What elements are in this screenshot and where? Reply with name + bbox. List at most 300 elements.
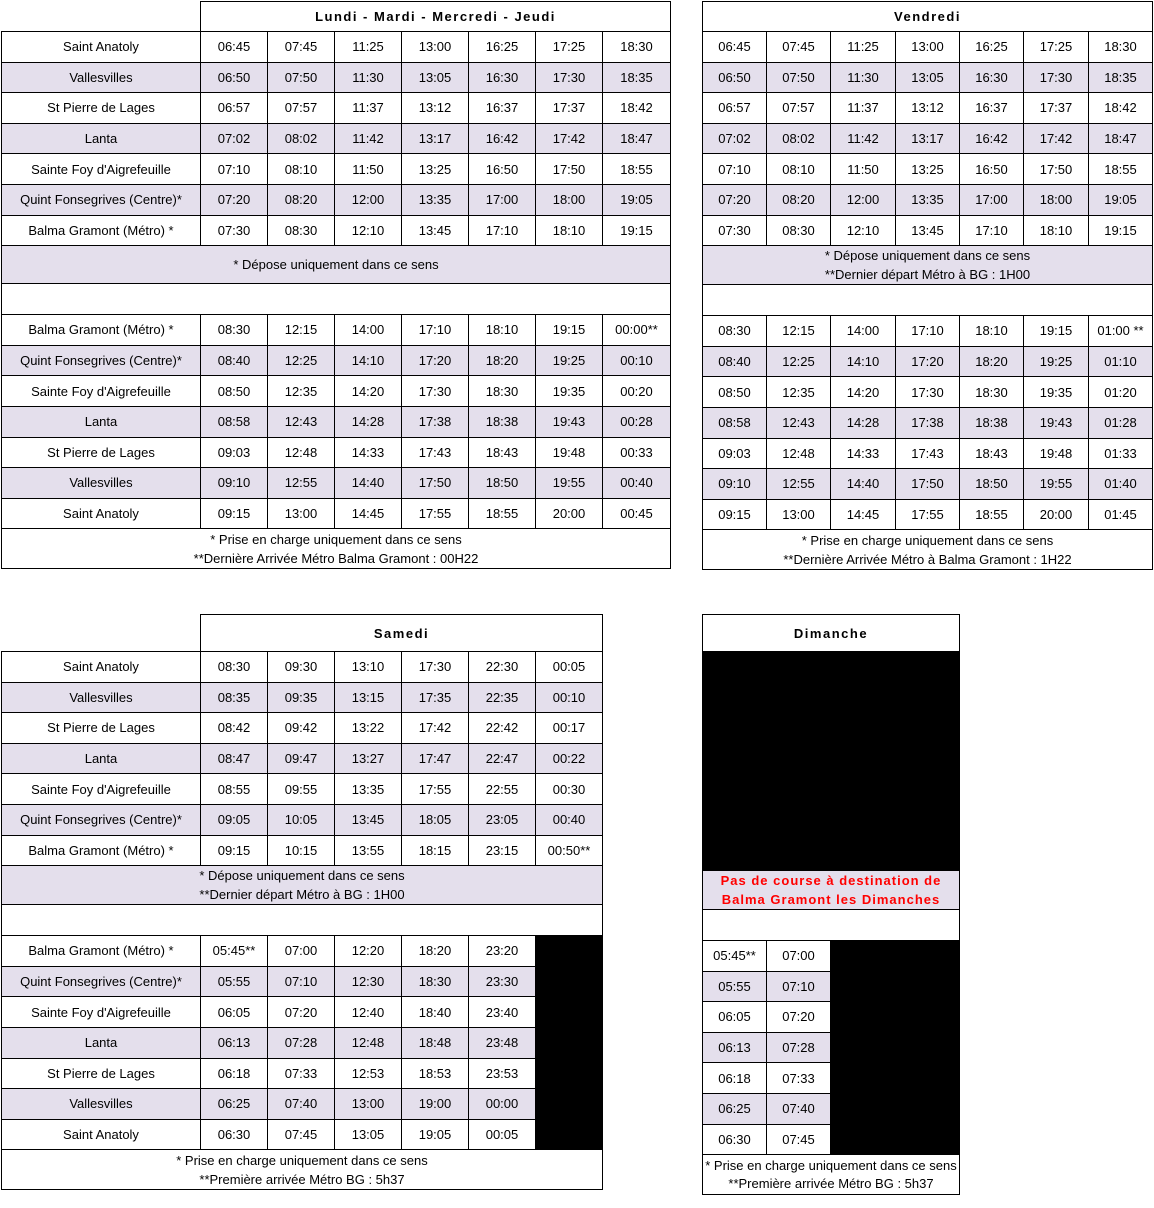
time-cell: 06:13 [201, 1027, 268, 1058]
time-cell: 06:57 [201, 93, 268, 124]
time-cell: 14:28 [831, 407, 896, 438]
table-row [703, 32, 1153, 63]
saturday-outbound-note: * Dépose uniquement dans ce sens **Dernier départ Métro à BG : 1H00 [2, 866, 603, 905]
sunday-table [702, 614, 960, 1195]
time-cell: 18:55 [469, 498, 536, 529]
time-cell: 07:20 [201, 184, 268, 215]
table-row [2, 345, 671, 376]
time-cell: 12:15 [268, 315, 335, 346]
stop-name: Sainte Foy d'Aigrefeuille [2, 154, 201, 185]
stop-name: Quint Fonsegrives (Centre)* [2, 804, 201, 835]
time-cell: 01:20 [1089, 377, 1153, 408]
time-cell: 00:00 [469, 1089, 536, 1120]
time-cell: 12:10 [335, 215, 402, 246]
time-cell: 17:55 [896, 499, 960, 530]
time-cell: 06:05 [201, 997, 268, 1028]
time-cell: 18:20 [469, 345, 536, 376]
table-row [2, 315, 671, 346]
time-cell: 09:35 [268, 682, 335, 713]
time-cell: 18:42 [603, 93, 671, 124]
time-cell: 06:25 [703, 1093, 767, 1124]
time-cell: 13:25 [402, 154, 469, 185]
time-cell: 16:42 [960, 123, 1024, 154]
time-cell: 19:55 [536, 468, 603, 499]
time-cell: 19:35 [1024, 377, 1089, 408]
time-cell: 13:45 [335, 804, 402, 835]
time-cell: 18:40 [402, 997, 469, 1028]
table-row [703, 469, 1153, 500]
table-row [2, 154, 671, 185]
time-cell: 14:40 [335, 468, 402, 499]
table-row [2, 376, 671, 407]
table-row [703, 407, 1153, 438]
stop-name: Sainte Foy d'Aigrefeuille [2, 376, 201, 407]
time-cell: 14:33 [335, 437, 402, 468]
time-cell: 07:02 [201, 123, 268, 154]
time-cell: 19:25 [1024, 346, 1089, 377]
time-cell: 23:30 [469, 966, 536, 997]
time-cell: 05:55 [703, 971, 767, 1002]
time-cell: 07:45 [268, 1119, 335, 1150]
time-cell: 18:05 [402, 804, 469, 835]
table-row [703, 93, 1153, 124]
time-cell: 14:33 [831, 438, 896, 469]
time-cell: 14:10 [335, 345, 402, 376]
time-cell: 13:35 [402, 184, 469, 215]
stop-name: Quint Fonsegrives (Centre)* [2, 966, 201, 997]
time-cell: 13:25 [896, 154, 960, 185]
table-row [2, 468, 671, 499]
time-cell: 14:10 [831, 346, 896, 377]
table-row [2, 406, 671, 437]
time-cell: 08:30 [201, 315, 268, 346]
time-cell: 22:30 [469, 652, 536, 683]
time-cell: 18:42 [1089, 93, 1153, 124]
time-cell: 16:37 [469, 93, 536, 124]
time-cell: 12:35 [268, 376, 335, 407]
stop-name: Lanta [2, 406, 201, 437]
time-cell: 00:05 [469, 1119, 536, 1150]
table-row [703, 154, 1153, 185]
time-cell: 06:45 [703, 32, 767, 63]
time-cell: 09:30 [268, 652, 335, 683]
time-cell: 07:40 [268, 1089, 335, 1120]
time-cell: 07:33 [767, 1063, 831, 1094]
time-cell: 22:55 [469, 774, 536, 805]
time-cell: 18:35 [1089, 62, 1153, 93]
time-cell: 17:00 [960, 184, 1024, 215]
time-cell: 18:48 [402, 1027, 469, 1058]
time-cell: 11:37 [335, 93, 402, 124]
time-cell: 13:35 [335, 774, 402, 805]
time-cell: 06:30 [703, 1124, 767, 1155]
time-cell: 08:30 [767, 215, 831, 246]
time-cell: 17:50 [896, 469, 960, 500]
time-cell: 17:20 [896, 346, 960, 377]
stop-name: Lanta [2, 743, 201, 774]
time-cell: 07:20 [767, 1002, 831, 1033]
time-cell: 07:50 [268, 62, 335, 93]
friday-outbound-note: * Dépose uniquement dans ce sens **Dernier départ Métro à BG : 1H00 [703, 246, 1153, 285]
time-cell: 18:00 [1024, 184, 1089, 215]
time-cell: 18:10 [536, 215, 603, 246]
friday-table [702, 1, 1153, 570]
time-cell: 19:15 [1024, 316, 1089, 347]
time-cell: 00:20 [603, 376, 671, 407]
time-cell: 08:30 [201, 652, 268, 683]
sunday-header: Dimanche [703, 615, 960, 652]
time-cell: 18:53 [402, 1058, 469, 1089]
time-cell: 11:25 [335, 32, 402, 63]
time-cell: 00:45 [603, 498, 671, 529]
time-cell: 20:00 [536, 498, 603, 529]
time-cell: 10:05 [268, 804, 335, 835]
time-cell: 11:25 [831, 32, 896, 63]
table-row [703, 184, 1153, 215]
time-cell: 13:27 [335, 743, 402, 774]
time-cell: 19:48 [1024, 438, 1089, 469]
time-cell: 11:42 [831, 123, 896, 154]
no-service-cell [536, 1058, 603, 1089]
time-cell: 19:05 [603, 184, 671, 215]
time-cell: 19:43 [1024, 407, 1089, 438]
time-cell: 17:43 [896, 438, 960, 469]
time-cell: 22:47 [469, 743, 536, 774]
table-row [703, 62, 1153, 93]
time-cell: 11:42 [335, 123, 402, 154]
time-cell: 07:00 [268, 936, 335, 967]
no-service-cell [536, 936, 603, 967]
weekday-table [1, 1, 671, 569]
time-cell: 17:42 [402, 713, 469, 744]
stop-name: St Pierre de Lages [2, 93, 201, 124]
time-cell: 17:10 [960, 215, 1024, 246]
table-row [2, 123, 671, 154]
time-cell: 17:55 [402, 774, 469, 805]
table-row [2, 966, 603, 997]
time-cell: 18:35 [603, 62, 671, 93]
weekday-timetable [1, 1, 671, 569]
stop-name: Saint Anatoly [2, 32, 201, 63]
time-cell: 18:50 [960, 469, 1024, 500]
time-cell: 22:42 [469, 713, 536, 744]
table-row [2, 743, 603, 774]
time-cell: 18:20 [402, 936, 469, 967]
time-cell: 07:20 [703, 184, 767, 215]
saturday-table [1, 614, 603, 1190]
time-cell: 13:10 [335, 652, 402, 683]
table-row [703, 1063, 960, 1094]
time-cell: 12:48 [767, 438, 831, 469]
time-cell: 08:10 [268, 154, 335, 185]
time-cell: 17:10 [402, 315, 469, 346]
time-cell: 17:30 [402, 376, 469, 407]
table-row [703, 316, 1153, 347]
time-cell: 18:47 [1089, 123, 1153, 154]
time-cell: 13:12 [402, 93, 469, 124]
time-cell: 07:20 [268, 997, 335, 1028]
table-row [703, 1093, 960, 1124]
time-cell: 07:28 [268, 1027, 335, 1058]
time-cell: 10:15 [268, 835, 335, 866]
time-cell: 20:00 [1024, 499, 1089, 530]
time-cell: 19:43 [536, 406, 603, 437]
time-cell: 06:25 [201, 1089, 268, 1120]
time-cell: 19:25 [536, 345, 603, 376]
time-cell: 17:30 [402, 652, 469, 683]
time-cell: 13:17 [896, 123, 960, 154]
time-cell: 17:25 [536, 32, 603, 63]
time-cell: 13:45 [402, 215, 469, 246]
stop-name: Vallesvilles [2, 1089, 201, 1120]
time-cell: 18:43 [469, 437, 536, 468]
time-cell: 18:55 [960, 499, 1024, 530]
time-cell: 12:10 [831, 215, 896, 246]
table-row [2, 32, 671, 63]
time-cell: 00:05 [536, 652, 603, 683]
time-cell: 14:45 [335, 498, 402, 529]
table-row [703, 377, 1153, 408]
time-cell: 22:35 [469, 682, 536, 713]
time-cell: 06:18 [201, 1058, 268, 1089]
time-cell: 12:20 [335, 936, 402, 967]
time-cell: 19:00 [402, 1089, 469, 1120]
time-cell: 17:35 [402, 682, 469, 713]
time-cell: 00:28 [603, 406, 671, 437]
table-row [703, 215, 1153, 246]
stop-name: Quint Fonsegrives (Centre)* [2, 184, 201, 215]
time-cell: 11:30 [831, 62, 896, 93]
sunday-no-service-block [703, 652, 960, 871]
time-cell: 19:05 [1089, 184, 1153, 215]
time-cell: 18:47 [603, 123, 671, 154]
time-cell: 17:47 [402, 743, 469, 774]
table-row [2, 1058, 603, 1089]
spacer-row [703, 910, 960, 941]
time-cell: 13:12 [896, 93, 960, 124]
table-row [2, 713, 603, 744]
stop-name: Balma Gramont (Métro) * [2, 315, 201, 346]
no-service-cell [831, 971, 960, 1002]
time-cell: 17:50 [402, 468, 469, 499]
time-cell: 09:42 [268, 713, 335, 744]
time-cell: 08:47 [201, 743, 268, 774]
time-cell: 13:00 [767, 499, 831, 530]
table-row [703, 1032, 960, 1063]
table-row [2, 774, 603, 805]
table-row [2, 652, 603, 683]
time-cell: 05:45** [201, 936, 268, 967]
time-cell: 13:00 [268, 498, 335, 529]
time-cell: 07:10 [703, 154, 767, 185]
time-cell: 17:55 [402, 498, 469, 529]
table-row [703, 1124, 960, 1155]
time-cell: 07:57 [268, 93, 335, 124]
time-cell: 08:10 [767, 154, 831, 185]
time-cell: 17:20 [402, 345, 469, 376]
time-cell: 12:25 [767, 346, 831, 377]
table-row [2, 997, 603, 1028]
time-cell: 08:50 [201, 376, 268, 407]
spacer-row [2, 905, 603, 936]
friday-header: Vendredi [703, 2, 1153, 32]
time-cell: 00:33 [603, 437, 671, 468]
time-cell: 13:17 [402, 123, 469, 154]
time-cell: 12:30 [335, 966, 402, 997]
stop-name: Quint Fonsegrives (Centre)* [2, 345, 201, 376]
time-cell: 13:00 [335, 1089, 402, 1120]
time-cell: 17:30 [1024, 62, 1089, 93]
time-cell: 18:15 [402, 835, 469, 866]
time-cell: 08:02 [767, 123, 831, 154]
time-cell: 17:30 [536, 62, 603, 93]
time-cell: 13:00 [402, 32, 469, 63]
table-row [2, 1119, 603, 1150]
time-cell: 07:45 [767, 32, 831, 63]
no-service-cell [831, 1002, 960, 1033]
stop-name: Saint Anatoly [2, 1119, 201, 1150]
time-cell: 11:50 [831, 154, 896, 185]
table-row [2, 682, 603, 713]
time-cell: 14:00 [335, 315, 402, 346]
time-cell: 13:05 [402, 62, 469, 93]
table-row [2, 835, 603, 866]
time-cell: 17:37 [536, 93, 603, 124]
stop-name: Balma Gramont (Métro) * [2, 215, 201, 246]
time-cell: 13:05 [335, 1119, 402, 1150]
time-cell: 09:03 [201, 437, 268, 468]
time-cell: 12:00 [831, 184, 896, 215]
time-cell: 11:30 [335, 62, 402, 93]
time-cell: 18:38 [960, 407, 1024, 438]
time-cell: 08:02 [268, 123, 335, 154]
sunday-timetable [702, 614, 960, 1195]
time-cell: 13:55 [335, 835, 402, 866]
time-cell: 16:37 [960, 93, 1024, 124]
table-row [2, 437, 671, 468]
time-cell: 07:28 [767, 1032, 831, 1063]
time-cell: 09:10 [201, 468, 268, 499]
time-cell: 18:50 [469, 468, 536, 499]
time-cell: 06:50 [201, 62, 268, 93]
time-cell: 09:47 [268, 743, 335, 774]
time-cell: 12:53 [335, 1058, 402, 1089]
stop-name: St Pierre de Lages [2, 437, 201, 468]
time-cell: 16:30 [960, 62, 1024, 93]
time-cell: 07:00 [767, 941, 831, 972]
time-cell: 00:40 [536, 804, 603, 835]
friday-timetable [702, 1, 1153, 570]
table-row [2, 215, 671, 246]
time-cell: 17:38 [402, 406, 469, 437]
time-cell: 09:15 [201, 835, 268, 866]
time-cell: 16:30 [469, 62, 536, 93]
time-cell: 16:42 [469, 123, 536, 154]
time-cell: 00:22 [536, 743, 603, 774]
time-cell: 17:10 [896, 316, 960, 347]
stop-name: Vallesvilles [2, 468, 201, 499]
time-cell: 07:02 [703, 123, 767, 154]
time-cell: 06:05 [703, 1002, 767, 1033]
table-row [2, 498, 671, 529]
time-cell: 18:43 [960, 438, 1024, 469]
time-cell: 18:30 [469, 376, 536, 407]
time-cell: 00:30 [536, 774, 603, 805]
stop-name: Sainte Foy d'Aigrefeuille [2, 997, 201, 1028]
time-cell: 08:35 [201, 682, 268, 713]
no-service-cell [536, 997, 603, 1028]
time-cell: 14:45 [831, 499, 896, 530]
time-cell: 07:30 [201, 215, 268, 246]
time-cell: 19:35 [536, 376, 603, 407]
table-row [703, 123, 1153, 154]
time-cell: 14:00 [831, 316, 896, 347]
time-cell: 19:05 [402, 1119, 469, 1150]
time-cell: 07:10 [201, 154, 268, 185]
time-cell: 17:30 [896, 377, 960, 408]
weekday-outbound-note: * Dépose uniquement dans ce sens [2, 246, 671, 284]
weekday-header: Lundi - Mardi - Mercredi - Jeudi [201, 2, 671, 32]
time-cell: 06:30 [201, 1119, 268, 1150]
saturday-return-note: * Prise en charge uniquement dans ce sens **Première arrivée Métro BG : 5h37 [2, 1150, 603, 1190]
time-cell: 05:45** [703, 941, 767, 972]
time-cell: 06:18 [703, 1063, 767, 1094]
no-service-cell [831, 1032, 960, 1063]
time-cell: 23:15 [469, 835, 536, 866]
sunday-no-service-message: Pas de course à destination de Balma Gramont les Dimanches [703, 871, 960, 910]
time-cell: 18:30 [402, 966, 469, 997]
time-cell: 18:55 [603, 154, 671, 185]
no-service-cell [536, 1119, 603, 1150]
time-cell: 18:10 [960, 316, 1024, 347]
weekday-return-note: * Prise en charge uniquement dans ce sens **Dernière Arrivée Métro Balma Gramont : 00H22 [2, 529, 671, 569]
time-cell: 01:10 [1089, 346, 1153, 377]
time-cell: 08:20 [767, 184, 831, 215]
time-cell: 09:03 [703, 438, 767, 469]
time-cell: 18:20 [960, 346, 1024, 377]
time-cell: 12:15 [767, 316, 831, 347]
stop-name: Lanta [2, 1027, 201, 1058]
time-cell: 08:50 [703, 377, 767, 408]
time-cell: 08:40 [201, 345, 268, 376]
time-cell: 08:42 [201, 713, 268, 744]
time-cell: 07:45 [268, 32, 335, 63]
time-cell: 06:50 [703, 62, 767, 93]
time-cell: 17:42 [1024, 123, 1089, 154]
time-cell: 08:40 [703, 346, 767, 377]
no-service-cell [831, 1124, 960, 1155]
time-cell: 23:05 [469, 804, 536, 835]
time-cell: 14:20 [335, 376, 402, 407]
table-row [703, 346, 1153, 377]
stop-name: Vallesvilles [2, 682, 201, 713]
time-cell: 16:50 [960, 154, 1024, 185]
time-cell: 07:30 [703, 215, 767, 246]
time-cell: 13:15 [335, 682, 402, 713]
time-cell: 12:55 [767, 469, 831, 500]
no-service-cell [536, 1027, 603, 1058]
time-cell: 18:30 [960, 377, 1024, 408]
table-row [703, 499, 1153, 530]
time-cell: 07:10 [767, 971, 831, 1002]
time-cell: 08:58 [201, 406, 268, 437]
time-cell: 12:40 [335, 997, 402, 1028]
time-cell: 16:25 [960, 32, 1024, 63]
time-cell: 09:15 [201, 498, 268, 529]
time-cell: 17:37 [1024, 93, 1089, 124]
time-cell: 13:05 [896, 62, 960, 93]
saturday-timetable [1, 614, 603, 1190]
